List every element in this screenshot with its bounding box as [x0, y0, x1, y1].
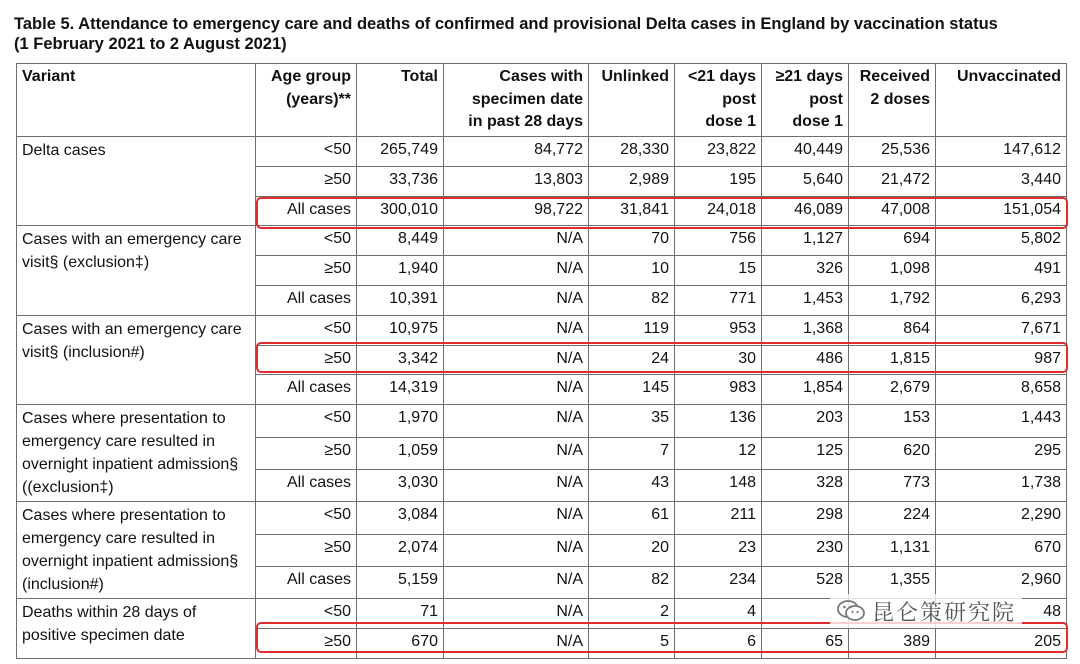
cell-received: 773: [849, 469, 936, 501]
header-variant: Variant: [17, 64, 256, 137]
cell-total: 10,975: [357, 315, 444, 345]
cell-age: ≥50: [256, 256, 357, 286]
header-specimen: Cases with specimen date in past 28 days: [444, 64, 589, 137]
cell-age: <50: [256, 226, 357, 256]
cell-total: 265,749: [357, 137, 444, 167]
cell-ge21: 65: [762, 628, 849, 658]
cell-total: 8,449: [357, 226, 444, 256]
cell-lt21: 12: [675, 437, 762, 469]
cell-unlinked: 7: [589, 437, 675, 469]
cell-ge21: 5,640: [762, 166, 849, 196]
cell-unvaccinated: 2,960: [936, 566, 1067, 598]
cell-lt21: 983: [675, 375, 762, 405]
cell-total: 670: [357, 628, 444, 658]
cell-age: <50: [256, 137, 357, 167]
cell-total: 1,940: [357, 256, 444, 286]
cell-ge21: 1,854: [762, 375, 849, 405]
cell-unlinked: 24: [589, 345, 675, 375]
cell-ge21: 1,127: [762, 226, 849, 256]
table-row: [17, 405, 1067, 437]
cell-unvaccinated: 6,293: [936, 285, 1067, 315]
cell-ge21: 46,089: [762, 196, 849, 226]
header-total: Total: [357, 64, 444, 137]
cell-ge21: 328: [762, 469, 849, 501]
header-ge21: ≥21 days post dose 1: [762, 64, 849, 137]
cell-lt21: 234: [675, 566, 762, 598]
cell-unvaccinated: 205: [936, 628, 1067, 658]
table-row: [17, 226, 1067, 256]
cell-total: 300,010: [357, 196, 444, 226]
cell-specimen: N/A: [444, 405, 589, 437]
cell-age: <50: [256, 502, 357, 534]
cell-lt21: 148: [675, 469, 762, 501]
cell-age: <50: [256, 405, 357, 437]
cell-total: 1,059: [357, 437, 444, 469]
cell-unvaccinated: 670: [936, 534, 1067, 566]
cell-lt21: 195: [675, 166, 762, 196]
cell-lt21: 756: [675, 226, 762, 256]
cell-total: 33,736: [357, 166, 444, 196]
cell-specimen: N/A: [444, 345, 589, 375]
cell-specimen: N/A: [444, 469, 589, 501]
cell-age: All cases: [256, 196, 357, 226]
cell-age: All cases: [256, 469, 357, 501]
cell-age: All cases: [256, 566, 357, 598]
cell-specimen: N/A: [444, 285, 589, 315]
cell-total: 1,970: [357, 405, 444, 437]
cell-received: 1,098: [849, 256, 936, 286]
cell-unvaccinated: 2,290: [936, 502, 1067, 534]
cell-total: 14,319: [357, 375, 444, 405]
cell-age: All cases: [256, 285, 357, 315]
variant-cell: Cases with an emergency care visit§ (exclusion‡): [17, 226, 256, 315]
cell-ge21: 1,368: [762, 315, 849, 345]
cell-received: 25,536: [849, 137, 936, 167]
variant-cell: Deaths within 28 days of positive specimen date: [17, 599, 256, 659]
cell-received: 47,008: [849, 196, 936, 226]
cell-unlinked: 2: [589, 599, 675, 629]
cell-ge21: 203: [762, 405, 849, 437]
cell-received: 21,472: [849, 166, 936, 196]
cell-specimen: N/A: [444, 315, 589, 345]
cell-unlinked: 119: [589, 315, 675, 345]
cell-received: 1,792: [849, 285, 936, 315]
cell-specimen: N/A: [444, 628, 589, 658]
cell-specimen: 98,722: [444, 196, 589, 226]
cell-unvaccinated: 5,802: [936, 226, 1067, 256]
variant-cell: Cases where presentation to emergency care resulted in overnight inpatient admission§ ((exclusion‡): [17, 405, 256, 502]
cell-age: <50: [256, 315, 357, 345]
cell-specimen: N/A: [444, 226, 589, 256]
cell-age: ≥50: [256, 437, 357, 469]
cell-lt21: 771: [675, 285, 762, 315]
watermark: [830, 594, 1022, 628]
wechat-icon: [836, 598, 866, 624]
cell-specimen: 84,772: [444, 137, 589, 167]
variant-cell: Cases with an emergency care visit§ (inclusion#): [17, 315, 256, 404]
cell-unlinked: 10: [589, 256, 675, 286]
cell-unvaccinated: 7,671: [936, 315, 1067, 345]
cell-total: 2,074: [357, 534, 444, 566]
cell-specimen: N/A: [444, 566, 589, 598]
cell-received: 1,815: [849, 345, 936, 375]
header-age-group: Age group (years)**: [256, 64, 357, 137]
cell-specimen: N/A: [444, 256, 589, 286]
cell-lt21: 211: [675, 502, 762, 534]
cell-received: 1,355: [849, 566, 936, 598]
cell-unlinked: 43: [589, 469, 675, 501]
table-row: [17, 137, 1067, 167]
cell-total: 3,030: [357, 469, 444, 501]
cell-received: 153: [849, 405, 936, 437]
cell-lt21: 136: [675, 405, 762, 437]
cell-specimen: N/A: [444, 375, 589, 405]
cell-unvaccinated: 987: [936, 345, 1067, 375]
title-line-1: Table 5. Attendance to emergency care and deaths of confirmed and provisional Delta cases in England by vaccination status: [14, 15, 998, 33]
cell-total: 5,159: [357, 566, 444, 598]
cell-age: All cases: [256, 375, 357, 405]
cell-ge21: 40,449: [762, 137, 849, 167]
cell-unvaccinated: 8,658: [936, 375, 1067, 405]
cell-ge21: 486: [762, 345, 849, 375]
cell-unvaccinated: 295: [936, 437, 1067, 469]
cell-unvaccinated: 1,443: [936, 405, 1067, 437]
cell-received: 1,131: [849, 534, 936, 566]
cell-unlinked: 82: [589, 285, 675, 315]
cell-unlinked: 31,841: [589, 196, 675, 226]
variant-cell: Cases where presentation to emergency care resulted in overnight inpatient admission§ (inclusion#): [17, 502, 256, 599]
cell-unlinked: 20: [589, 534, 675, 566]
cell-total: 71: [357, 599, 444, 629]
cell-received: 224: [849, 502, 936, 534]
cell-lt21: 953: [675, 315, 762, 345]
cell-specimen: N/A: [444, 502, 589, 534]
cell-ge21: 125: [762, 437, 849, 469]
cell-unlinked: 35: [589, 405, 675, 437]
cell-unlinked: 28,330: [589, 137, 675, 167]
title-line-2: (1 February 2021 to 2 August 2021): [14, 35, 287, 53]
cell-unvaccinated: 147,612: [936, 137, 1067, 167]
cell-unlinked: 82: [589, 566, 675, 598]
cell-age: ≥50: [256, 534, 357, 566]
table-row: [17, 502, 1067, 534]
header-lt21: <21 days post dose 1: [675, 64, 762, 137]
table-body: [17, 137, 1067, 659]
cell-ge21: 230: [762, 534, 849, 566]
cell-lt21: 30: [675, 345, 762, 375]
cell-specimen: N/A: [444, 534, 589, 566]
cell-age: ≥50: [256, 166, 357, 196]
cell-received: 694: [849, 226, 936, 256]
header-unvaccinated: Unvaccinated: [936, 64, 1067, 137]
cell-received: 389: [849, 628, 936, 658]
cell-unvaccinated: 48: [936, 599, 1067, 629]
attendance-table: [16, 63, 1067, 659]
cell-unvaccinated: 3,440: [936, 166, 1067, 196]
cell-ge21: 1,453: [762, 285, 849, 315]
variant-cell: Delta cases: [17, 137, 256, 226]
cell-lt21: 15: [675, 256, 762, 286]
cell-lt21: 23,822: [675, 137, 762, 167]
cell-age: ≥50: [256, 345, 357, 375]
header-received: Received 2 doses: [849, 64, 936, 137]
cell-unlinked: 2,989: [589, 166, 675, 196]
cell-unlinked: 5: [589, 628, 675, 658]
header-unlinked: Unlinked: [589, 64, 675, 137]
cell-received: 864: [849, 315, 936, 345]
cell-lt21: 23: [675, 534, 762, 566]
cell-unvaccinated: 151,054: [936, 196, 1067, 226]
cell-received: 2,679: [849, 375, 936, 405]
cell-lt21: 6: [675, 628, 762, 658]
table-row: [17, 315, 1067, 345]
cell-lt21: 24,018: [675, 196, 762, 226]
cell-unlinked: 70: [589, 226, 675, 256]
cell-unvaccinated: 491: [936, 256, 1067, 286]
table-title: [14, 14, 1064, 54]
cell-age: ≥50: [256, 628, 357, 658]
cell-total: 3,342: [357, 345, 444, 375]
cell-unlinked: 145: [589, 375, 675, 405]
cell-ge21: 326: [762, 256, 849, 286]
cell-specimen: N/A: [444, 437, 589, 469]
watermark-text: 昆仑策研究院: [872, 600, 1017, 626]
cell-age: <50: [256, 599, 357, 629]
cell-total: 3,084: [357, 502, 444, 534]
cell-specimen: 13,803: [444, 166, 589, 196]
cell-received: 620: [849, 437, 936, 469]
cell-total: 10,391: [357, 285, 444, 315]
cell-specimen: N/A: [444, 599, 589, 629]
cell-unvaccinated: 1,738: [936, 469, 1067, 501]
header-row: [17, 64, 1067, 137]
cell-lt21: 4: [675, 599, 762, 629]
cell-ge21: 528: [762, 566, 849, 598]
cell-unlinked: 61: [589, 502, 675, 534]
cell-ge21: 298: [762, 502, 849, 534]
